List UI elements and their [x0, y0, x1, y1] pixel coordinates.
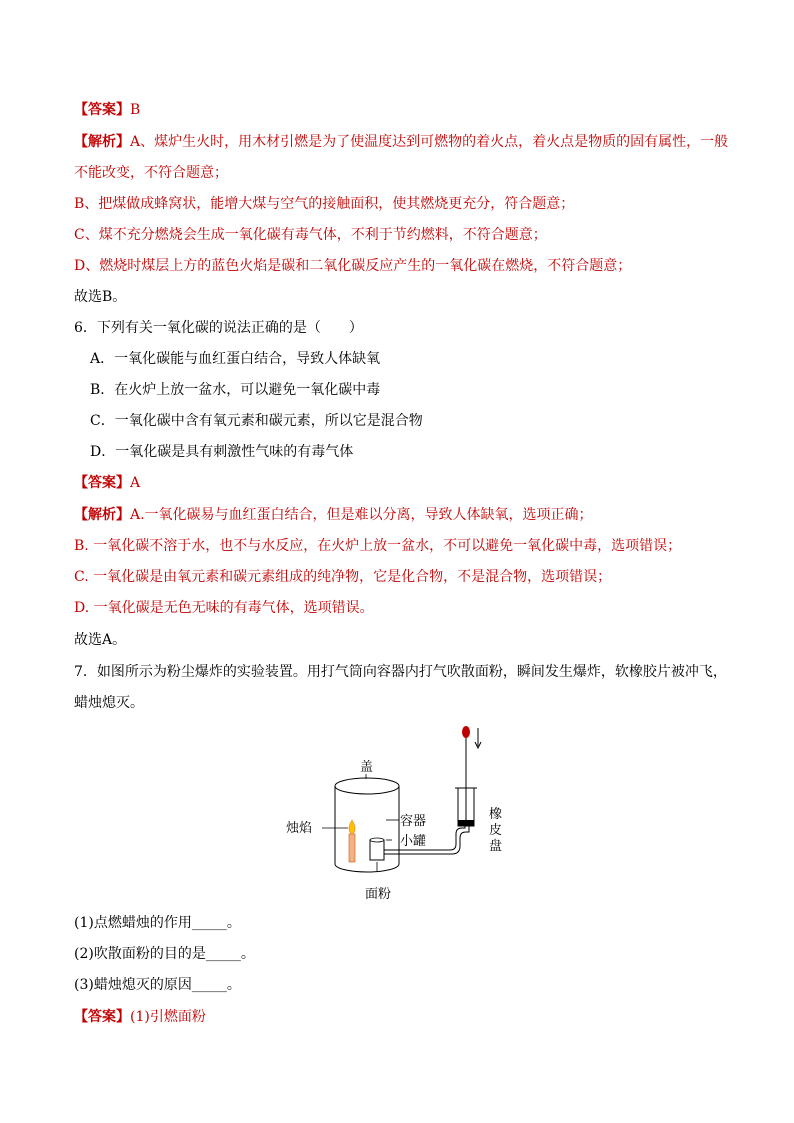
q7-stem-line2: 蜡烛熄灭。 — [74, 695, 144, 711]
label-flame: 烛焰 — [286, 821, 313, 836]
answer-value: B — [130, 102, 141, 118]
q5-analysis-line1 — [74, 132, 728, 152]
label-rubber-2: 皮 — [489, 823, 503, 838]
analysis-text: A.一氧化碳易与血红蛋白结合，但是难以分离，导致人体缺氧，选项正确； — [130, 507, 593, 523]
q5-conclusion: 故选B。 — [74, 289, 127, 305]
dust-explosion-apparatus-diagram — [282, 722, 512, 908]
answer-value: A — [130, 475, 141, 491]
small-can — [370, 838, 384, 860]
q6-analysis-b: B. 一氧化碳不溶于水，也不与水反应，在火炉上放一盆水，不可以避免一氧化碳中毒，选项错误； — [74, 538, 682, 554]
q6-analysis-a — [74, 505, 593, 525]
answer-value: (1)引燃面粉 — [130, 1009, 206, 1025]
answer-tag: 【答案】 — [74, 1009, 130, 1025]
q5-analysis-b: B、把煤做成蜂窝状，能增大煤与空气的接触面积，使其燃烧更充分，符合题意； — [74, 196, 575, 212]
q6-analysis-c: C. 一氧化碳是由氧元素和碳元素组成的纯净物，它是化合物，不是混合物，选项错误； — [74, 569, 612, 585]
q5-answer-line — [74, 100, 140, 120]
q6-conclusion: 故选A。 — [74, 632, 127, 648]
label-lid: 盖 — [360, 760, 374, 775]
candle — [349, 820, 355, 862]
label-container: 容器 — [400, 814, 427, 829]
q5-analysis-c: C、煤不充分燃烧会生成一氧化碳有毒气体，不利于节约燃料，不符合题意； — [74, 227, 547, 243]
answer-tag: 【答案】 — [74, 102, 130, 118]
q7-sub1: (1)点燃蜡烛的作用_____。 — [74, 915, 241, 931]
q7-sub3: (3)蜡烛熄灭的原因_____。 — [74, 977, 241, 993]
label-flour: 面粉 — [365, 887, 392, 902]
flame-icon — [349, 820, 355, 834]
analysis-text: A、煤炉生火时，用木材引燃是为了使温度达到可燃物的着火点，着火点是物质的固有属性，一般 — [130, 134, 729, 150]
answer-tag: 【答案】 — [74, 475, 130, 491]
q7-answer-line — [74, 1007, 206, 1027]
rubber-disk — [458, 820, 474, 826]
q7-sub2: (2)吹散面粉的目的是_____。 — [74, 946, 255, 962]
air-pump — [455, 726, 477, 826]
q7-stem-line1: 7．如图所示为粉尘爆炸的实验装置。用打气筒向容器内打气吹散面粉，瞬间发生爆炸，软橡胶片被冲飞， — [74, 664, 727, 680]
label-can: 小罐 — [400, 834, 427, 849]
label-rubber-1: 橡 — [489, 807, 503, 822]
q6-option-a: A．一氧化碳能与血红蛋白结合，导致人体缺氧 — [90, 351, 381, 367]
analysis-tag: 【解析】 — [74, 507, 130, 523]
q6-option-d: D．一氧化碳是具有刺激性气味的有毒气体 — [90, 444, 354, 460]
q6-option-b: B．在火炉上放一盆水，可以避免一氧化碳中毒 — [90, 382, 381, 398]
down-arrow-icon — [475, 728, 481, 748]
label-rubber-3: 盘 — [489, 839, 503, 854]
q6-analysis-d: D. 一氧化碳是无色无味的有毒气体，选项错误。 — [74, 600, 374, 616]
q6-option-c: C．一氧化碳中含有氧元素和碳元素，所以它是混合物 — [90, 413, 423, 429]
q5-analysis-line2: 不能改变，不符合题意； — [74, 165, 228, 181]
q6-answer-line — [74, 473, 140, 493]
q5-analysis-d: D、燃烧时煤层上方的蓝色火焰是碳和二氧化碳反应产生的一氧化碳在燃烧，不符合题意； — [74, 258, 632, 274]
container-cylinder — [335, 778, 399, 872]
q6-stem: 6．下列有关一氧化碳的说法正确的是（ ） — [74, 320, 363, 336]
analysis-tag: 【解析】 — [74, 134, 130, 150]
pump-handle — [462, 726, 470, 738]
